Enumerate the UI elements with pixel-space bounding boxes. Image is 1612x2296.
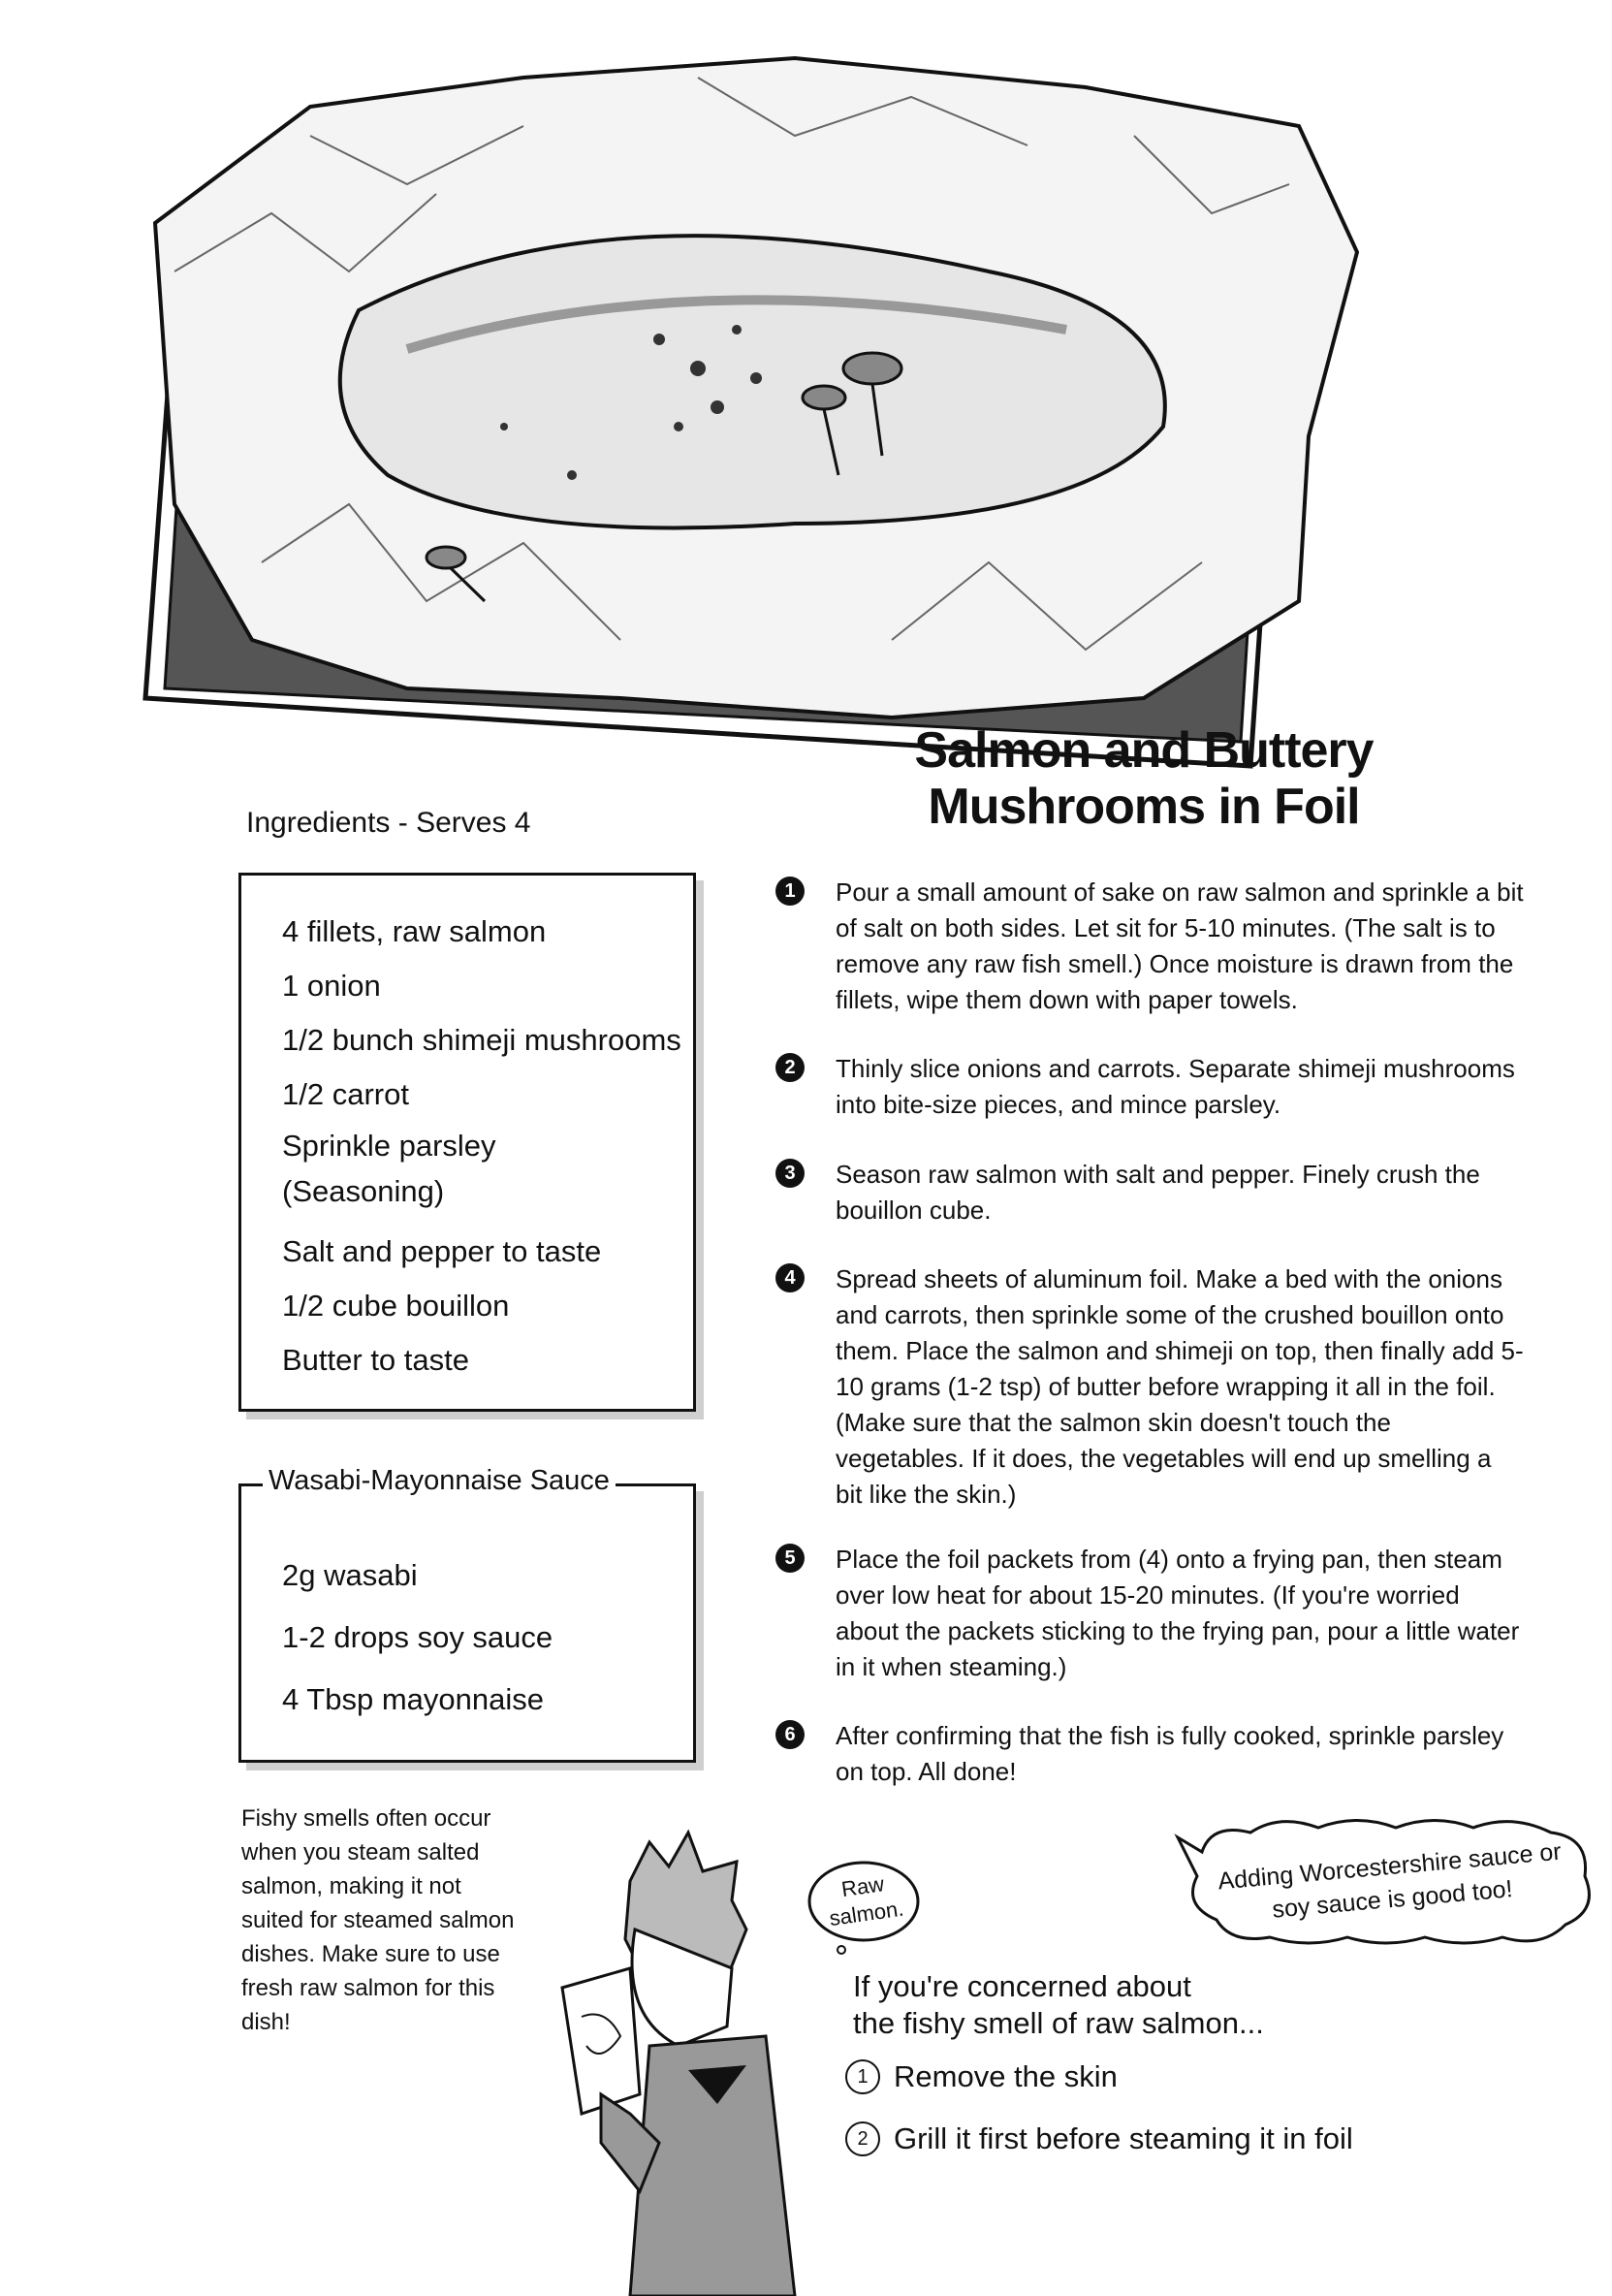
ingredient-item: 1 onion — [282, 969, 381, 1003]
sauce-list — [282, 1545, 553, 1731]
recipe-title — [834, 722, 1454, 835]
step-number-badge: 5 — [775, 1544, 805, 1573]
tips-heading — [853, 1968, 1264, 2042]
ingredient-item: Sprinkle parsley — [282, 1129, 496, 1163]
step-text: Season raw salmon with salt and pepper. Finely crush the bouillon cube. — [836, 1160, 1480, 1225]
step-number-badge: 6 — [775, 1720, 805, 1749]
ingredient-item: 1/2 carrot — [282, 1077, 409, 1111]
sauce-title: Wasabi-Mayonnaise Sauce — [263, 1465, 616, 1497]
tips-heading-line-1: If you're concerned about — [853, 1969, 1191, 2003]
fishy-smell-note: Fishy smells often occur when you steam salted salmon, making it not suited for steamed salmon dishes. Make sure to use fresh raw salmon for this dish! — [241, 1805, 515, 2035]
ingredients-box — [238, 873, 696, 1412]
seasoning-heading: (Seasoning) — [282, 1174, 445, 1208]
ingredient-item: 4 fillets, raw salmon — [282, 914, 547, 948]
tip-text: Remove the skin — [894, 2059, 1118, 2093]
tip-item-2 — [845, 2121, 1353, 2156]
tips-heading-line-2: the fishy smell of raw salmon... — [853, 2006, 1264, 2040]
step-number-badge: 4 — [775, 1263, 805, 1292]
step-text: Pour a small amount of sake on raw salmon and sprinkle a bit of salt on both sides. Let sit for 5-10 minutes. (The salt is to remove any raw fish smell.) Once moisture is drawn from the fillets, wipe them down with paper towels. — [836, 877, 1524, 1014]
speech-bubble-text: Raw salmon. — [827, 1871, 905, 1931]
title-line-2: Mushrooms in Foil — [928, 779, 1360, 835]
sauce-item: 2g wasabi — [282, 1558, 418, 1592]
ingredient-item: 1/2 bunch shimeji mushrooms — [282, 1023, 681, 1057]
tip-text: Grill it first before steaming it in foil — [894, 2121, 1353, 2155]
circled-number: 2 — [845, 2121, 880, 2156]
ingredient-item: 1/2 cube bouillon — [282, 1289, 510, 1323]
ingredient-item: Salt and pepper to taste — [282, 1234, 602, 1268]
tip-item-1 — [845, 2059, 1118, 2094]
salmon-foil-illustration — [116, 19, 1454, 785]
ingredient-item: Butter to taste — [282, 1343, 469, 1377]
step-text: Spread sheets of aluminum foil. Make a bed with the onions and carrots, then sprinkle some of the crushed bouillon onto them. Place the salmon and shimeji on top, then finally add 5-10 grams (1-2 tsp) of butter before wrapping it all in the foil. (Make sure that the salmon skin doesn't touch the vegetables. If it does, the vegetables will end up smelling a bit like the skin.) — [836, 1264, 1524, 1509]
sauce-box — [238, 1465, 696, 1763]
step-number-badge: 2 — [775, 1053, 805, 1082]
step-text: Thinly slice onions and carrots. Separate shimeji mushrooms into bite-size pieces, and mince parsley. — [836, 1054, 1515, 1119]
character-illustration — [543, 1823, 834, 2296]
step-number-badge: 3 — [775, 1159, 805, 1188]
step-number-badge: 1 — [775, 877, 805, 906]
sauce-item: 4 Tbsp mayonnaise — [282, 1682, 544, 1716]
step-text: Place the foil packets from (4) onto a frying pan, then steam over low heat for about 15-20 minutes. (If you're worried about the packets sticking to the frying pan, pour a little water in it when steaming.) — [836, 1545, 1520, 1681]
step-text: After confirming that the fish is fully cooked, sprinkle parsley on top. All done! — [836, 1721, 1504, 1786]
thought-cloud-text: Adding Worcestershire sauce or soy sauce is good too! — [1217, 1837, 1563, 1924]
title-line-1: Salmon and Buttery — [914, 722, 1374, 779]
circled-number: 1 — [845, 2059, 880, 2094]
ingredients-heading: Ingredients - Serves 4 — [246, 807, 531, 839]
ingredients-list — [282, 905, 681, 1387]
sauce-item: 1-2 drops soy sauce — [282, 1620, 553, 1654]
